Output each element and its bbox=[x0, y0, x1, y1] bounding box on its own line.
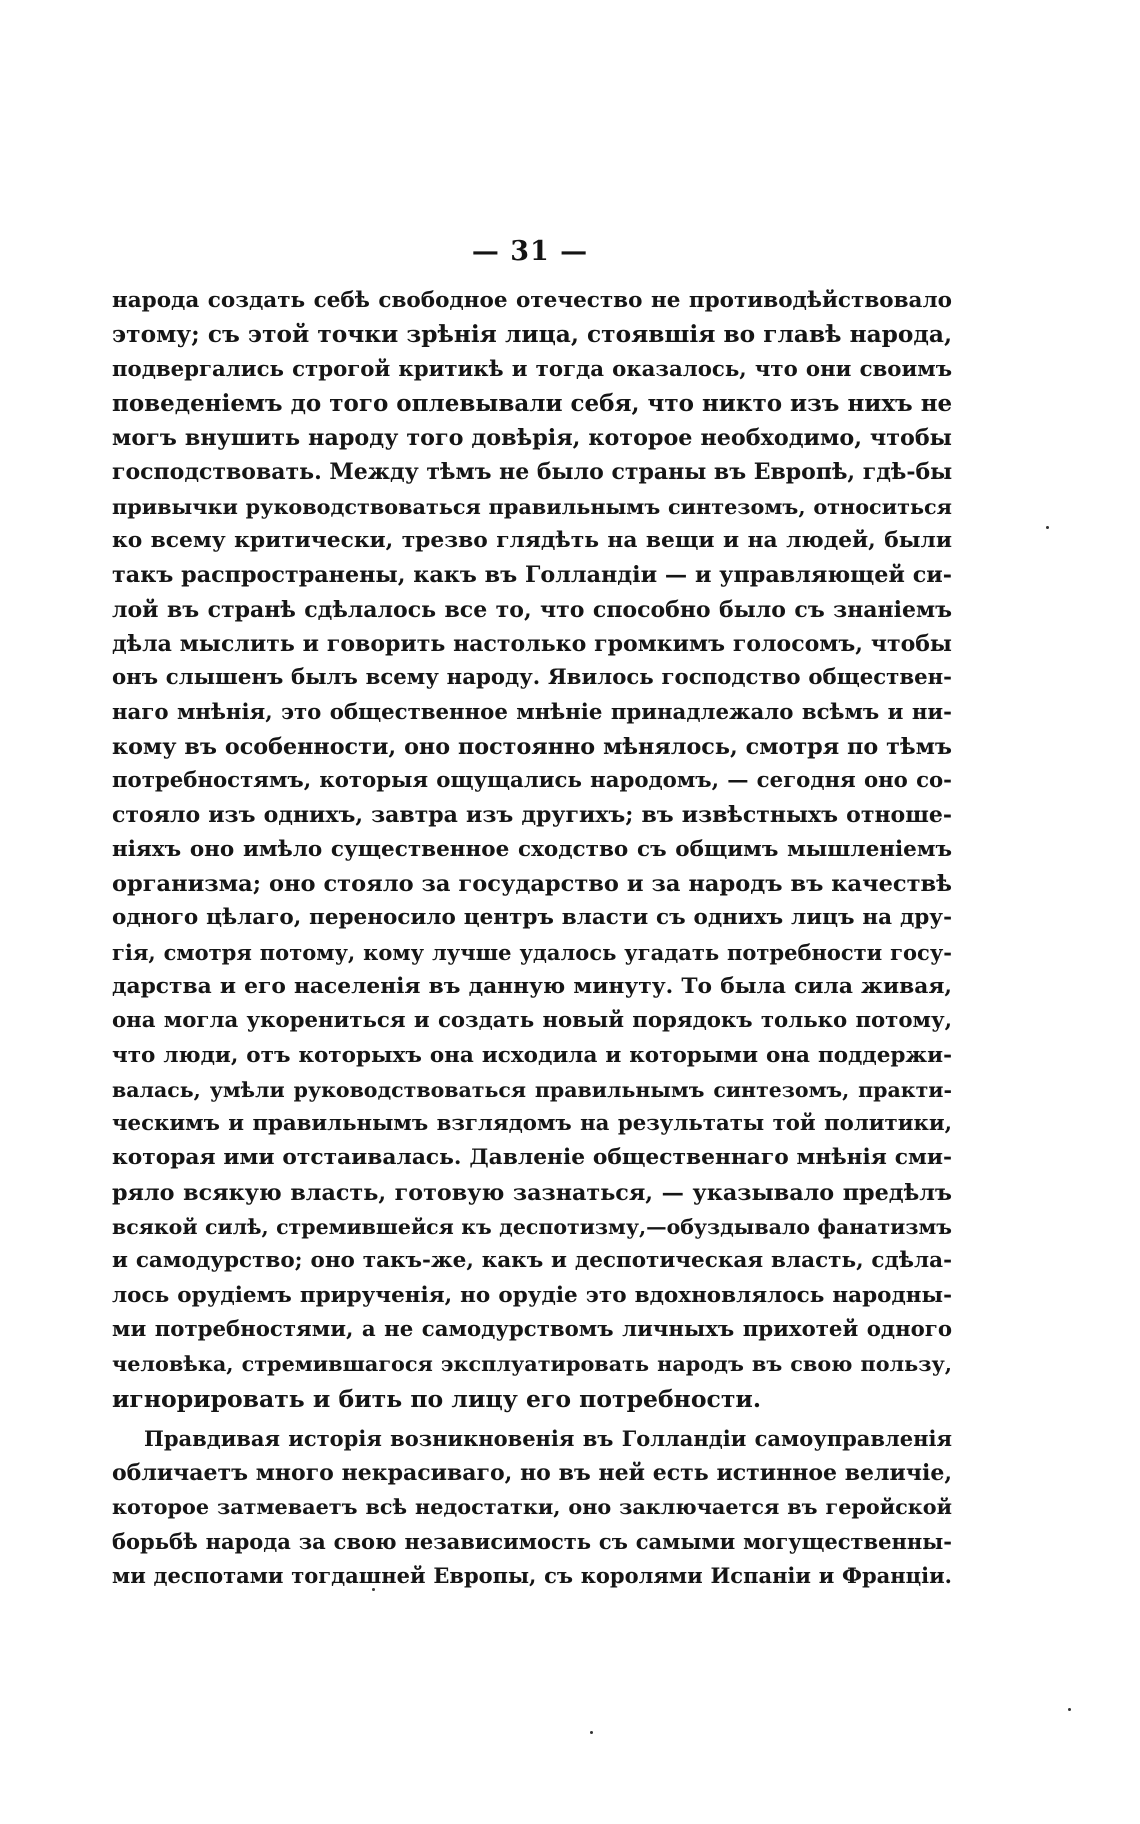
text-line: лой въ странѣ сдѣлалось все то, что способно было съ знаніемъ bbox=[112, 596, 952, 623]
text-line: гія, смотря потому, кому лучше удалось угадать потребности госу- bbox=[112, 939, 952, 965]
paragraph-2 bbox=[112, 1422, 952, 1593]
text-line: поведеніемъ до того оплевывали себя, что никто изъ нихъ не bbox=[112, 389, 953, 417]
text-line: подвергались строгой критикѣ и тогда оказалось, что они своимъ bbox=[112, 356, 952, 382]
text-line: ніяхъ оно имѣло существенное сходство съ общимъ мышленіемъ bbox=[112, 836, 952, 862]
text-line: которое затмеваетъ всѣ недостатки, оно заключается въ геройской bbox=[112, 1495, 952, 1520]
text-line: валась, умѣли руководствоваться правильнымъ синтезомъ, практи- bbox=[112, 1077, 952, 1102]
text-line: всякой силѣ, стремившейся къ деспотизму,—обуздывало фанатизмъ bbox=[112, 1215, 952, 1240]
scan-speck bbox=[372, 1588, 375, 1591]
page-number: — 31 — bbox=[471, 236, 589, 267]
text-line: что люди, отъ которыхъ она исходила и которыми она поддержи- bbox=[112, 1042, 952, 1068]
text-line: лось орудіемъ прирученія, но орудіе это вдохновлялось народны- bbox=[112, 1282, 952, 1308]
text-line: ческимъ и правильнымъ взглядомъ на результаты той политики, bbox=[112, 1111, 952, 1137]
text-line: ми деспотами тогдашней Европы, съ королями Испаніи и Франціи. bbox=[112, 1562, 952, 1588]
text-line: господствовать. Между тѣмъ не было страны въ Европѣ, гдѣ-бы bbox=[112, 459, 953, 486]
text-line: дѣла мыслить и говорить настолько громкимъ голосомъ, чтобы bbox=[112, 630, 952, 657]
text-line: дарства и его населенія въ данную минуту. То была сила живая, bbox=[112, 973, 952, 999]
text-line: которая ими отстаивалась. Давленіе общественнаго мнѣнія сми- bbox=[112, 1145, 952, 1171]
text-line: привычки руководствоваться правильнымъ синтезомъ, относиться bbox=[112, 494, 952, 519]
scan-speck bbox=[1068, 1708, 1071, 1711]
text-line: ряло всякую власть, готовую зазнаться, — указывало предѣлъ bbox=[112, 1179, 952, 1206]
paragraph-1 bbox=[112, 284, 952, 1416]
text-line: народа создать себѣ свободное отечество не противодѣйствовало bbox=[112, 288, 952, 313]
text-line: стояло изъ однихъ, завтра изъ другихъ; въ извѣстныхъ отноше- bbox=[112, 802, 952, 829]
text-line: потребностямъ, которыя ощущались народомъ, — сегодня оно со- bbox=[112, 768, 952, 794]
text-line: борьбѣ народа за свою независимость съ самыми могущественны- bbox=[112, 1528, 952, 1554]
text-line: ми потребностями, а не самодурствомъ личныхъ прихотей одного bbox=[112, 1316, 952, 1342]
text-line: организма; оно стояло за государство и за народъ въ качествѣ bbox=[112, 871, 952, 898]
text-line: и самодурство; оно такъ-же, какъ и деспотическая власть, сдѣла- bbox=[112, 1248, 952, 1274]
body-text bbox=[112, 284, 952, 1593]
scan-speck bbox=[1046, 526, 1049, 529]
text-line: обличаетъ много некрасиваго, но въ ней есть истинное величіе, bbox=[112, 1460, 952, 1487]
text-line: этому; съ этой точки зрѣнія лица, стоявшія во главѣ народа, bbox=[112, 321, 953, 349]
text-line: человѣка, стремившагося эксплуатировать народъ въ свою пользу, bbox=[112, 1352, 952, 1377]
text-line: Правдивая исторія возникновенія въ Голландіи самоуправленія bbox=[144, 1425, 952, 1451]
text-line: наго мнѣнія, это общественное мнѣніе принадлежало всѣмъ и ни- bbox=[112, 699, 952, 725]
text-line: она могла укорениться и создать новый порядокъ только потому, bbox=[112, 1008, 952, 1034]
text-line: такъ распространены, какъ въ Голландіи — и управляющей си- bbox=[112, 562, 952, 589]
text-line: ко всему критически, трезво глядѣть на вещи и на людей, были bbox=[112, 528, 952, 554]
text-line: могъ внушить народу того довѣрія, которое необходимо, чтобы bbox=[112, 425, 952, 452]
text-line: онъ слышенъ былъ всему народу. Явилось господство обществен- bbox=[112, 665, 952, 691]
text-line: одного цѣлаго, переносило центръ власти съ однихъ лицъ на дру- bbox=[112, 905, 952, 931]
text-line: игнорировать и бить по лицу его потребности. bbox=[112, 1384, 762, 1413]
scan-speck bbox=[590, 1731, 593, 1734]
text-line: кому въ особенности, оно постоянно мѣнялось, смотря по тѣмъ bbox=[112, 733, 952, 760]
